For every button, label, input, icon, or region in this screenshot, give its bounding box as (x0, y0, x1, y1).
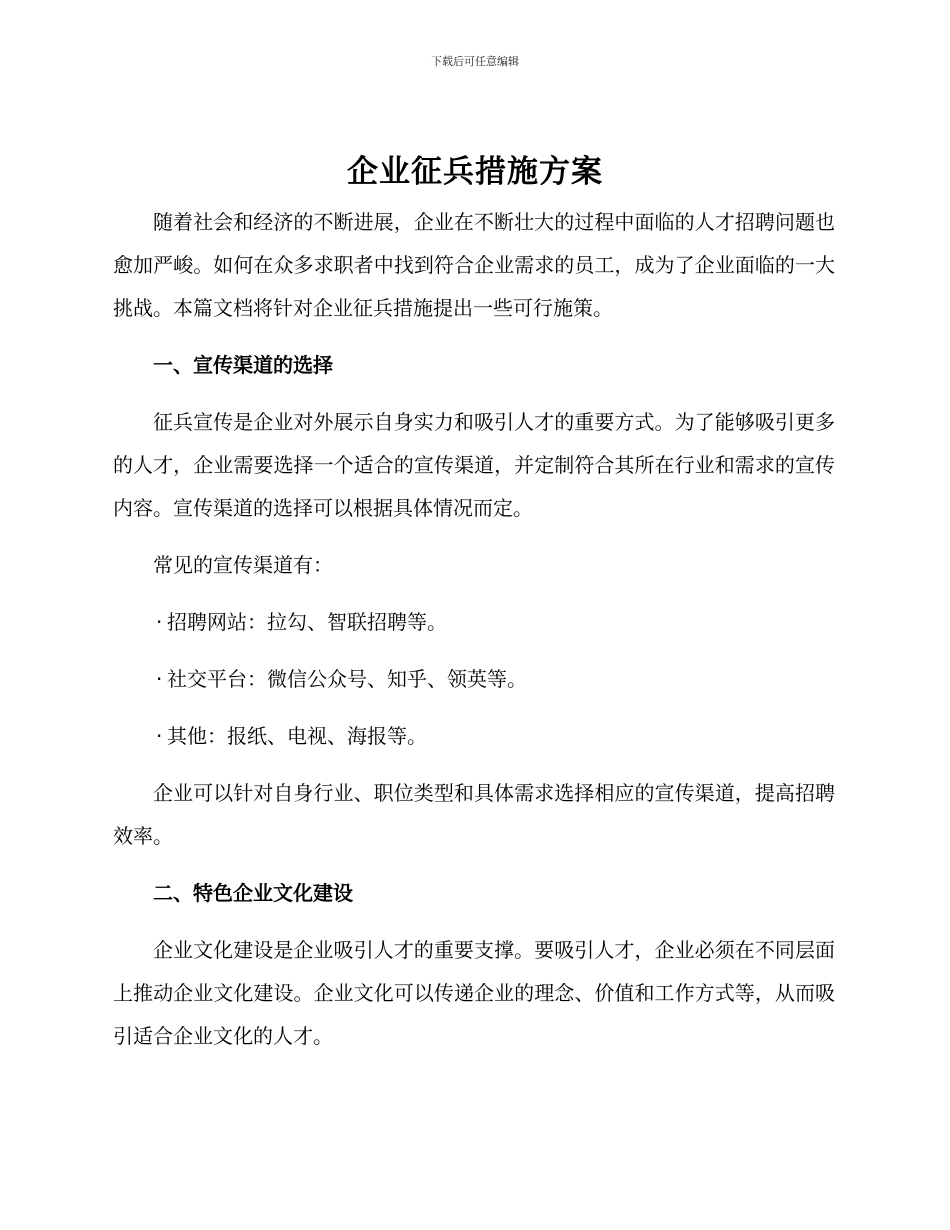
intro-paragraph: 随着社会和经济的不断进展，企业在不断壮大的过程中面临的人才招聘问题也愈加严峻。如何在众多求职者中找到符合企业需求的员工，成为了企业面临的一大挑战。本篇文档将针对企业征兵措施提出一些可行施策。 (113, 210, 835, 320)
list-item (113, 715, 835, 758)
list-item (113, 601, 835, 644)
bullet-icon: · (156, 667, 163, 691)
section-heading-corporate-culture: 二、特色企业文化建设 (153, 881, 353, 905)
header-note: 下载后可任意编辑 (431, 55, 519, 68)
section2-paragraph-1: 企业文化建设是企业吸引人才的重要支撑。要吸引人才，企业必须在不同层面上推动企业文化建设。企业文化可以传递企业的理念、价值和工作方式等，从而吸引适合企业文化的人才。 (113, 938, 835, 1048)
bullet-icon: · (156, 724, 163, 748)
section1-paragraph-2: 企业可以针对自身行业、职位类型和具体需求选择相应的宣传渠道，提高招聘效率。 (113, 781, 835, 848)
list-item-text: 招聘网站：拉勾、智联招聘等。 (167, 610, 447, 634)
section-heading-publicity-channels: 一、宣传渠道的选择 (153, 353, 333, 377)
channel-list (113, 601, 835, 758)
section1-paragraph-1: 征兵宣传是企业对外展示自身实力和吸引人才的重要方式。为了能够吸引更多的人才，企业需要选择一个适合的宣传渠道，并定制符合其所在行业和需求的宣传内容。宣传渠道的选择可以根据具体情况而定。 (113, 410, 835, 520)
list-item-text: 其他：报纸、电视、海报等。 (167, 724, 427, 748)
bullet-icon: · (156, 610, 163, 634)
list-item (113, 658, 835, 701)
document-body (113, 201, 835, 1058)
document-title: 企业征兵措施方案 (347, 154, 603, 190)
list-item-text: 社交平台：微信公众号、知乎、领英等。 (167, 667, 527, 691)
channel-list-intro: 常见的宣传渠道有： (153, 553, 333, 577)
